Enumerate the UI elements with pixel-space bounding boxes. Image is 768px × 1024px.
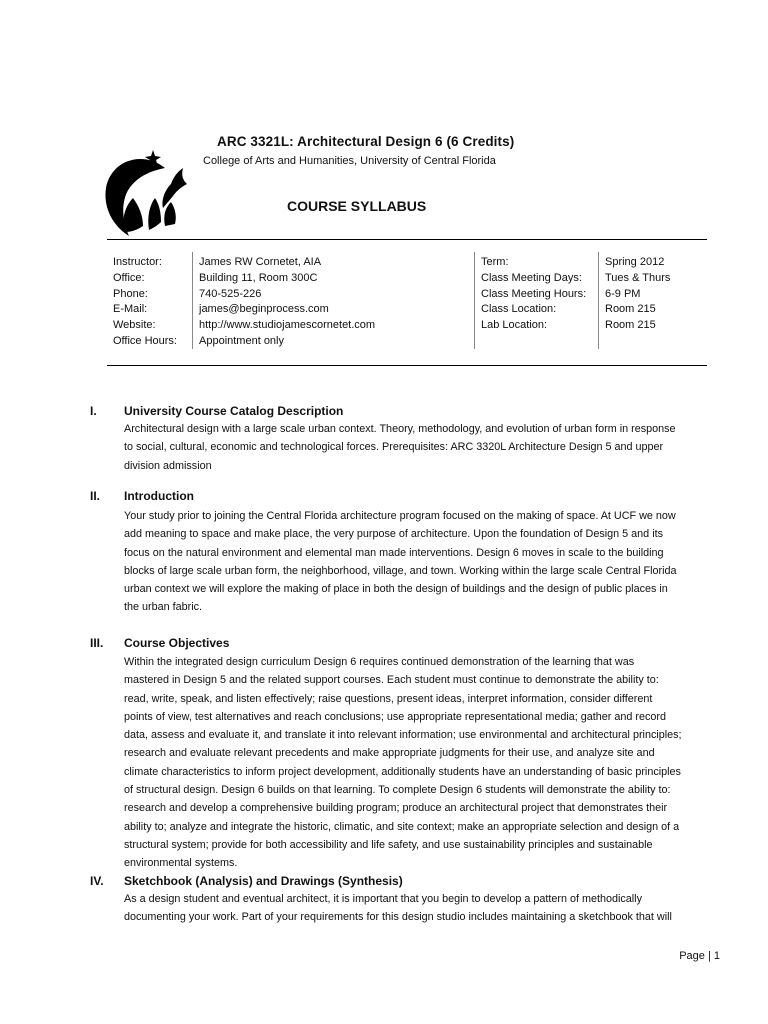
- paragraph-line: add meaning to space and make place, the very purpose of architecture. Upon the foundation of Design 5 and its: [124, 528, 663, 541]
- term-value: Spring 2012: [605, 256, 665, 268]
- section-body-course-objectives: [124, 653, 724, 873]
- term-label: Term:: [481, 256, 509, 268]
- meeting-hours-value: 6-9 PM: [605, 287, 641, 300]
- paragraph-line: the urban fabric.: [124, 601, 203, 614]
- section-number: II.: [90, 489, 101, 503]
- paragraph-line: As a design student and eventual architect, it is important that you begin to develop a pattern of methodically: [124, 893, 642, 905]
- top-divider: [107, 239, 707, 240]
- paragraph-line: division admission: [124, 459, 212, 472]
- info-right-labels: [481, 255, 586, 334]
- bottom-divider: [107, 365, 707, 366]
- paragraph-line: climate characteristics to inform project development, additionally students have an understanding of basic principles: [124, 765, 681, 778]
- paragraph-line: focus on the natural environment and elemental man made interventions. Design 6 moves in scale to the building: [124, 546, 664, 559]
- info-column-divider: [474, 252, 475, 349]
- office-hours-value: Appointment only: [199, 334, 284, 347]
- lab-location-label: Lab Location:: [481, 319, 548, 332]
- phone-value: 740-525-226: [199, 287, 262, 300]
- email-label: E-Mail:: [113, 303, 148, 316]
- section-title-catalog-description: University Course Catalog Description: [124, 404, 344, 418]
- paragraph-line: data, assess and evaluate it, and translate it into relevant information; use environmental and architectural principles;: [124, 729, 682, 742]
- paragraph-line: urban context we will explore the making of place in both the design of buildings and the design of public places in: [124, 583, 668, 596]
- paragraph-line: of structural design. Design 6 builds on that learning. To complete Design 6 students will demonstrate the ability to:: [124, 784, 671, 797]
- info-right-values: [605, 255, 670, 334]
- section-body-introduction: [124, 507, 724, 617]
- meeting-days-label: Class Meeting Days:: [481, 271, 582, 284]
- phone-label: Phone:: [113, 287, 148, 300]
- paragraph-line: mastered in Design 5 and the related support courses. Each student must continue to demonstrate the ability to:: [124, 674, 659, 687]
- ucf-pegasus-logo-icon: [103, 146, 193, 238]
- instructor-label: Instructor:: [113, 256, 162, 268]
- office-value: Building 11, Room 300C: [199, 271, 318, 284]
- info-left-values: [199, 255, 375, 350]
- paragraph-line: documenting your work. Part of your requirements for this design studio includes maintaining a sketchbook that will: [124, 911, 672, 924]
- lab-location-value: Room 215: [605, 319, 656, 332]
- section-number: III.: [90, 636, 104, 650]
- meeting-hours-label: Class Meeting Hours:: [481, 287, 587, 300]
- paragraph-line: environmental systems.: [124, 857, 238, 870]
- info-column-divider: [598, 252, 599, 349]
- college-name: College of Arts and Humanities, University of Central Florida: [203, 155, 496, 167]
- instructor-value: James RW Cornetet, AIA: [199, 256, 322, 268]
- section-body-catalog-description: [124, 420, 724, 475]
- section-number: IV.: [90, 874, 104, 888]
- class-location-label: Class Location:: [481, 303, 557, 316]
- course-title: ARC 3321L: Architectural Design 6 (6 Credits): [217, 134, 515, 149]
- document-title: COURSE SYLLABUS: [287, 198, 427, 214]
- office-hours-label: Office Hours:: [113, 334, 177, 347]
- paragraph-line: Architectural design with a large scale urban context. Theory, methodology, and evolution of urban form in response: [124, 423, 676, 435]
- website-label: Website:: [113, 319, 156, 332]
- paragraph-line: structural system; provide for both accessibility and life safety, and use sustainability principles and sustainable: [124, 838, 653, 851]
- email-value[interactable]: james@beginprocess.com: [199, 303, 329, 316]
- section-title-course-objectives: Course Objectives: [124, 636, 230, 650]
- info-left-labels: [113, 255, 177, 350]
- meeting-days-value: Tues & Thurs: [605, 271, 671, 284]
- paragraph-line: blocks of large scale urban form, the neighborhood, village, and town. Working within the large scale Central Florida: [124, 564, 677, 577]
- paragraph-line: research and evaluate relevant precedents and make appropriate judgments for their use, and analyze site and: [124, 747, 655, 760]
- paragraph-line: read, write, speak, and listen effectively; raise questions, present ideas, interpret information, consider different: [124, 692, 653, 705]
- website-value[interactable]: http://www.studiojamescornetet.com: [199, 319, 376, 332]
- section-body-sketchbook: [124, 890, 724, 927]
- section-title-sketchbook: Sketchbook (Analysis) and Drawings (Synthesis): [124, 874, 403, 888]
- info-column-divider: [192, 252, 193, 349]
- paragraph-line: to social, cultural, economic and technological forces. Prerequisites: ARC 3320L Architecture Design 5 and upper: [124, 441, 664, 454]
- page-number: Page | 1: [679, 950, 720, 962]
- paragraph-line: ability to; analyze and integrate the historic, climatic, and site context; make an appropriate selection and design of a: [124, 820, 680, 833]
- section-number: I.: [90, 404, 97, 418]
- paragraph-line: points of view, test alternatives and reach conclusions; use appropriate representational media; gather and record: [124, 710, 666, 723]
- paragraph-line: research and develop a comprehensive building program; produce an architectural project that demonstrates their: [124, 802, 668, 815]
- section-title-introduction: Introduction: [124, 489, 194, 503]
- paragraph-line: Your study prior to joining the Central Florida architecture program focused on the making of space. At UCF we now: [124, 510, 676, 522]
- class-location-value: Room 215: [605, 303, 656, 316]
- paragraph-line: Within the integrated design curriculum Design 6 requires continued demonstration of the learning that was: [124, 656, 635, 668]
- office-label: Office:: [113, 271, 145, 284]
